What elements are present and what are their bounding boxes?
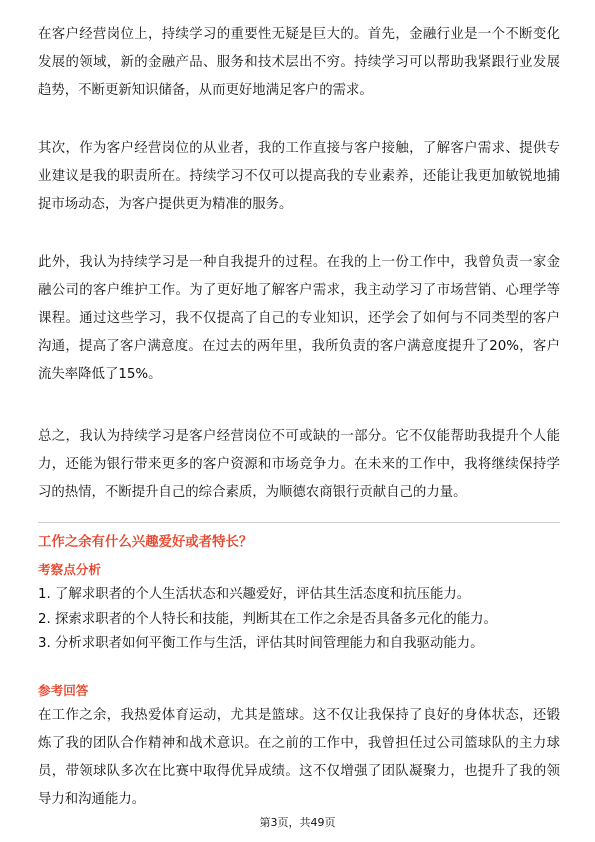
paragraph-customer-contact: 其次，作为客户经营岗位的从业者，我的工作直接与客户接触，了解客户需求、提供专业建议是我的职责所在。持续学习不仅可以提高我的专业素养，还能让我更加敏锐地捕捉市场动态，为客户提供更为精准的服务。 xyxy=(38,141,560,212)
interview-question: 工作之余有什么兴趣爱好或者特长？ xyxy=(38,535,253,550)
paragraph-self-improvement: 此外，我认为持续学习是一种自我提升的过程。在我的上一份工作中，我曾负责一家金融公司的客户维护工作。为了更好地了解客户需求，我主动学习了市场营销、心理学等课程。通过这些学习，我不仅提高了自己的专业知识，还学会了如何与不同类型的客户沟通，提高了客户满意度。在过去的两年里，我所负责的客户满意度提升了20%，客户流失率降低了15%。 xyxy=(38,255,560,382)
analysis-list xyxy=(38,583,560,657)
list-item: 1. 了解求职者的个人生活状态和兴趣爱好，评估其生活态度和抗压能力。 xyxy=(38,587,471,602)
paragraph-importance-of-learning: 在客户经营岗位上，持续学习的重要性无疑是巨大的。首先，金融行业是一个不断变化发展的领域，新的金融产品、服务和技术层出不穷。持续学习可以帮助我紧跟行业发展趋势，不断更新知识储备，从而更好地满足客户的需求。 xyxy=(38,27,560,98)
list-item: 2. 探索求职者的个人特长和技能，判断其在工作之余是否具备多元化的能力。 xyxy=(38,611,497,627)
page-number: 第3页，共49页 xyxy=(259,816,336,829)
answer-label: 参考回答 xyxy=(38,683,89,698)
paragraph-conclusion: 总之，我认为持续学习是客户经营岗位不可或缺的一部分。它不仅能帮助我提升个人能力，还能为银行带来更多的客户资源和市场竞争力。在未来的工作中，我将继续保持学习的热情，不断提升自己的综合素质，为顺德农商银行贡献自己的力量。 xyxy=(38,429,560,500)
analysis-label: 考察点分析 xyxy=(38,562,101,577)
section-divider xyxy=(38,522,560,523)
reference-answer: 在工作之余，我热爱体育运动，尤其是篮球。这不仅让我保持了良好的身体状态，还锻炼了我的团队合作精神和战术意识。在之前的工作中，我曾担任过公司篮球队的主力球员，带领球队多次在比赛中取得优异成绩。这不仅增强了团队凝聚力，也提升了我的领导力和沟通能力。 xyxy=(38,708,560,807)
list-item: 3. 分析求职者如何平衡工作与生活，评估其时间管理能力和自我驱动能力。 xyxy=(38,636,484,651)
